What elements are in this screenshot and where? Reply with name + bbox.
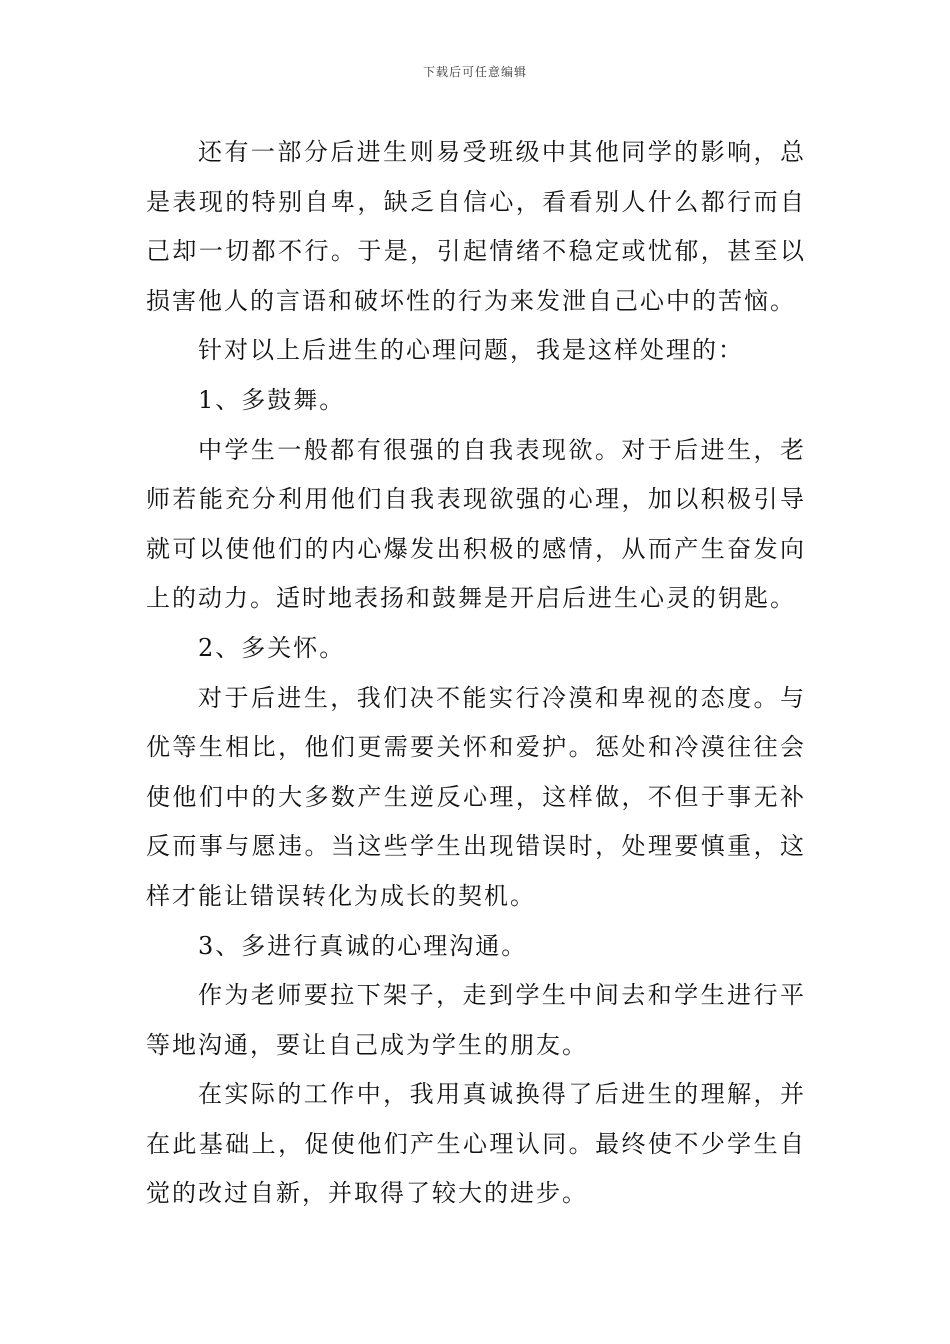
paragraph-communication: 作为老师要拉下架子，走到学生中间去和学生进行平等地沟通，要让自己成为学生的朋友。 <box>146 981 806 1059</box>
paragraph-conclusion: 在实际的工作中，我用真诚换得了后进生的理解，并在此基础上，促使他们产生心理认同。最终使不少学生自觉的改过自新，并取得了较大的进步。 <box>146 1080 806 1208</box>
heading-care: 2、多关怀。 <box>198 633 346 662</box>
heading-communication: 3、多进行真诚的心理沟通。 <box>198 931 528 960</box>
paragraph-care: 对于后进生，我们决不能实行冷漠和卑视的态度。与优等生相比，他们更需要关怀和爱护。惩处和冷漠往往会使他们中的大多数产生逆反心理，这样做，不但于事无补反而事与愿违。当这些学生出现错误时，处理要慎重，这样才能让错误转化为成长的契机。 <box>146 683 806 910</box>
paragraph-intro-methods: 针对以上后进生的心理问题，我是这样处理的： <box>198 336 744 365</box>
heading-encourage: 1、多鼓舞。 <box>198 385 346 414</box>
paragraph-inferiority: 还有一部分后进生则易受班级中其他同学的影响，总是表现的特别自卑，缺乏自信心，看看别人什么都行而自己却一切都不行。于是，引起情绪不稳定或忧郁，甚至以损害他人的言语和破坏性的行为来发泄自己心中的苦恼。 <box>146 138 806 315</box>
document-body <box>146 128 806 1219</box>
paragraph-encourage: 中学生一般都有很强的自我表现欲。对于后进生，老师若能充分利用他们自我表现欲强的心理，加以积极引导就可以使他们的内心爆发出积极的感情，从而产生奋发向上的动力。适时地表扬和鼓舞是开启后进生心灵的钥匙。 <box>146 435 806 613</box>
page-header: 下载后可任意编辑 <box>422 65 527 79</box>
